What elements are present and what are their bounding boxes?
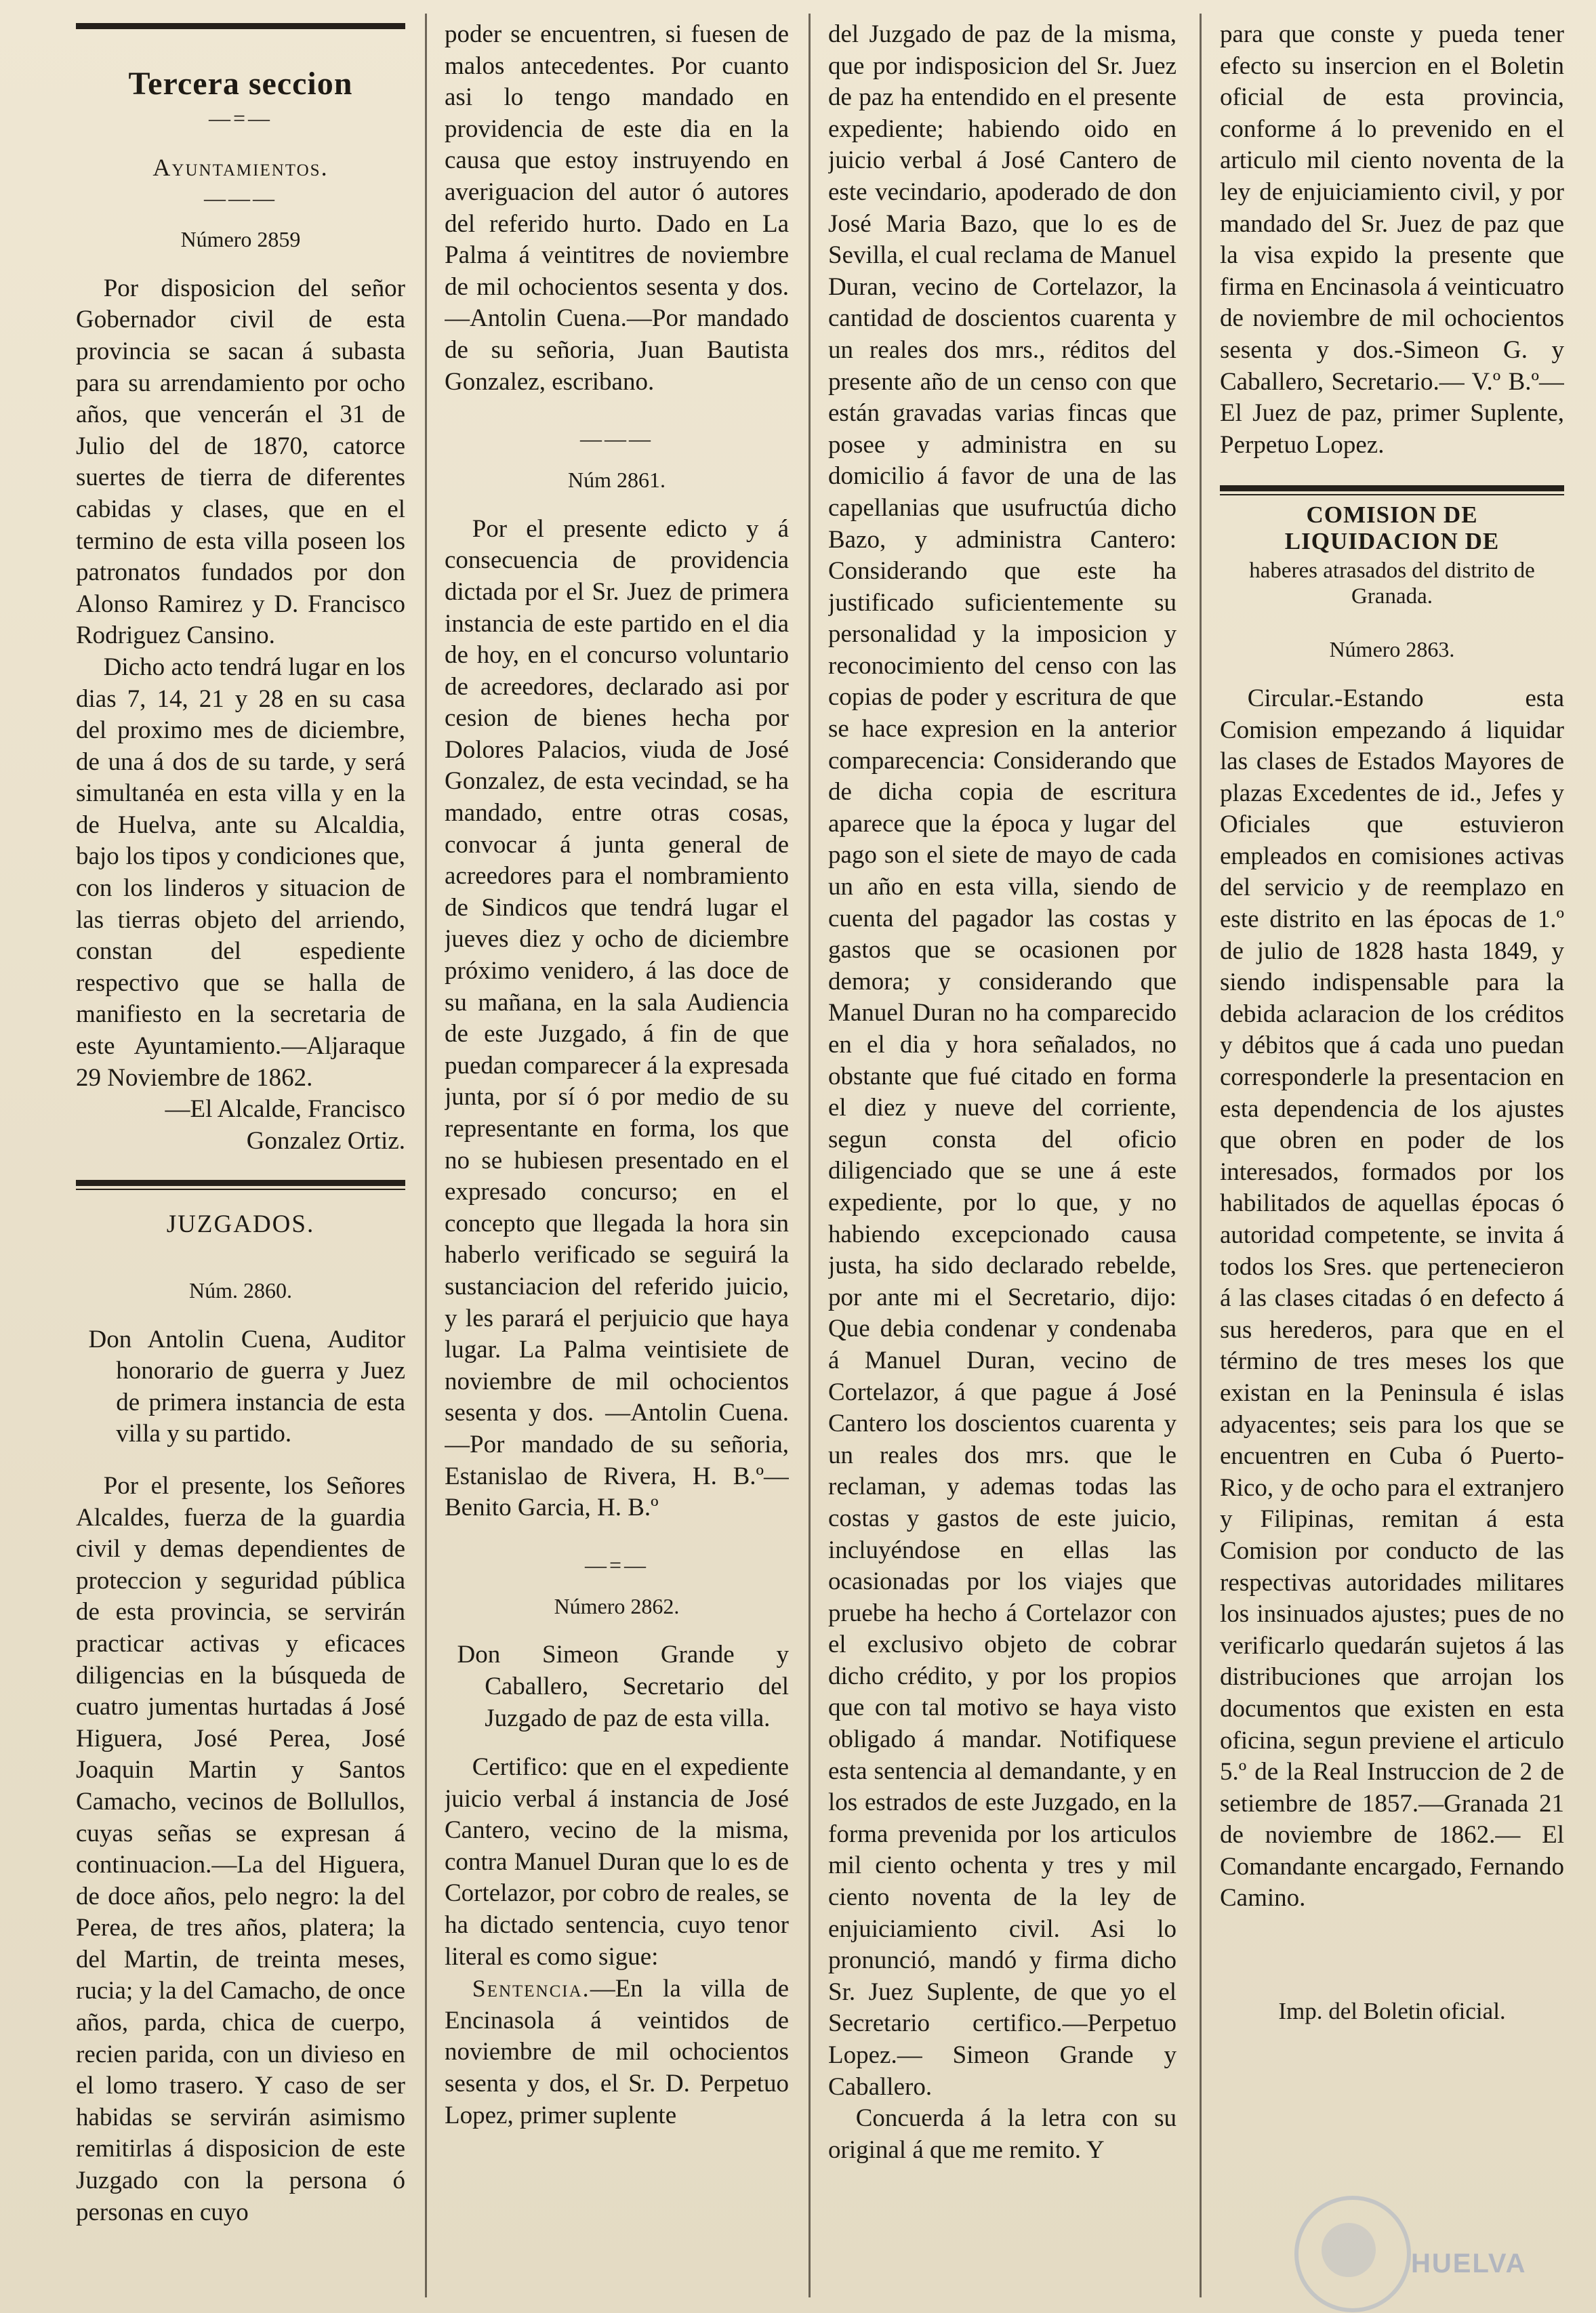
paragraph: Por el presente edicto y á consecuencia de providencia dictada por el Sr. Juez de primera instancia de este partido en el dia de hoy, en el concurso voluntario de acreedores, declarado asi por cesion de bienes hecha por Dolores Palacios, viuda de José Gonzalez, de esta vecindad, se ha mandado, entre otras cosas, convocar á junta general de acreedores para el nombramiento de Sindicos que tendrá lugar el jueves diez y ocho de diciembre próximo venidero, á las doce de su mañana, en la sala Audiencia de este Juzgado, á fin de que puedan comparecer á la expresada junta, por sí ó por medio de su representante en forma, los que no se hubiesen presentado en el expresado concurso; en el concepto que llegada la hora sin haberlo verificado se seguirá la sustanciacion del referido juicio, y les parará el perjuicio que haya lugar. La Palma veintisiete de noviembre de mil ochocientos sesenta y dos. —Antolin Cuena.—Por mandado de su señoria, Estanislao de Rivera, H. B.º—Benito Garcia, H. B.º [445,514,789,1522]
column-3 [828,19,1176,2296]
number-2862: Número 2862. [554,1593,680,1618]
comision-heading: COMISION DE LIQUIDACION DE [1284,502,1500,555]
number-2859: Número 2859 [180,227,301,252]
section-title: Tercera seccion [128,66,353,102]
huelva-watermark: HUELVA [1411,2249,1527,2278]
column-rule [425,14,427,2297]
circular-label: Circular. [1247,684,1335,712]
juzgados-heading: JUZGADOS. [166,1210,315,1239]
sentencia-label: Sentencia. [472,1975,590,2003]
paragraph: Concuerda á la letra con su original á que me remito. Y [828,2104,1176,2164]
imprint: Imp. del Boletin oficial. [1278,1998,1506,2025]
paragraph: del Juzgado de paz de la misma, que por indisposicion del Sr. Juez de paz ha entendido en el presente expediente; habiendo oido en juicio verbal á José Cantero de este vecindario, apoderado de don José Maria Bazo, que lo es de Sevilla, el cual reclama de Manuel Duran, vecino de Cortelazor, la cantidad de doscientos cuarenta y un reales dos mrs., réditos del presente año de un censo con que están gravadas varias fincas que posee y administra en su domicilio á favor de una de las capellanias que usufructúa dicho Bazo, y administra Cantero: Considerando que este ha justificado suficientemente su personalidad y la imposicion y reconocimiento del censo con las copias de poder y escritura de que se hace expresion en la anterior comparecencia: Considerando que de dicha copia de escritura aparece que la época y lugar del pago son el siete de mayo de cada un año en esta villa, siendo de cuenta del pagador las costas y gastos que se ocasionen por demora; y considerando que Manuel Duran no ha comparecido en el dia y hora señalados, no obstante que fué citado en forma el diez y nueve del corriente, segun consta del oficio diligenciado que se une á este expediente, por lo que, y no habiendo excepcionado causa justa, ha sido declarado rebelde, por ante mi el Secretario, dijo: Que debia condenar y condenaba á Manuel Duran, vecino de Cortelazor, á que pague á José Cantero los doscientos cuarenta y un reales dos mrs. que le reclaman, y ademas todas las costas y gastos de este juicio, incluyéndose en ellas las ocasionadas por los viajes que pruebe ha hecho á Cortelazor con el exclusivo objeto de cobrar dicho crédito, y por los propios que con tal motivo se haya visto obligado á mandar. Notifiquese esta sentencia al demandante, y en los estrados de este Juzgado, en la forma prevenida por los articulos mil ciento ochenta y tres y mil ciento noventa de la ley de enjuiciamiento civil. Asi lo pronunció, mandó y firma dicho Sr. Juez Suplente, de que yo el Secretario certifico.—Perpetuo Lopez.— Simeon Grande y Caballero. [828,20,1176,2101]
top-rule [76,23,405,29]
comision-subheading: haberes atrasados del distrito de Granada. [1249,558,1535,609]
number-2860: Núm. 2860. [189,1278,292,1303]
paragraph: —En la villa de Encinasola á veintidos de noviembre de mil ochocientos sesenta y dos, el Sr. D. Perpetuo Lopez, primer suplente [445,1975,789,2129]
number-2863: Número 2863. [1329,637,1455,662]
section-rule [76,1180,405,1186]
column-1 [76,19,405,2296]
paragraph: Por el presente, los Señores Alcaldes, fuerza de la guardia civil y demas dependientes de proteccion y seguridad pública de esta provincia, se servirán practicar activas y eficaces diligencias en la búsqueda de cuatro jumentas hurtadas á José Higuera, José Perea, José Joaquin Martin y Santos Camacho, vecinos de Bollullos, cuyas señas se expresan á continuacion.—La del Higuera, de doce años, pelo negro: la del Perea, de tres años, platera; la del Martin, de treinta meses, rucia; y la del Camacho, de once años, parda, chica de cuerpo, recien parida, con un divieso en el lomo trasero. Y caso de ser habidas se servirán asimismo remitirlas á disposicion de este Juzgado con la persona ó personas en cuyo [76,1471,405,2226]
paragraph: poder se encuentren, si fuesen de malos antecedentes. Por cuanto asi lo tengo mandado en providencia de este dia en la causa que estoy instruyendo en averiguacion del autor ó autores del referido hurto. Dado en La Palma á veintitres de noviembre de mil ochocientos sesenta y dos. —Antolin Cuena.—Por mandado de su señoria, Juan Bautista Gonzalez, escribano. [445,20,789,396]
paragraph-header: Don Simeon Grande y Caballero, Secretario del Juzgado de paz de esta villa. [457,1641,789,1732]
ornament: ——— [580,426,653,451]
column-rule [809,14,811,2297]
column-4 [1220,19,1564,2296]
library-seal-center [1322,2223,1376,2277]
ornament: —=— [584,1552,649,1577]
ayuntamientos-heading: Ayuntamientos. [152,153,329,181]
section-rule-thin [1220,494,1564,495]
ornament: —=— [208,105,273,130]
section-rule [1220,485,1564,491]
paragraph-header: Don Antolin Cuena, Auditor honorario de guerra y Juez de primera instancia de esta villa y su partido. [88,1325,405,1448]
column-rule [1200,14,1202,2297]
column-2 [445,19,789,2296]
section-rule-thin [76,1189,405,1190]
paragraph: Por disposicion del señor Gobernador civil de esta provincia se sacan á subasta para su arrendamiento por ocho años, que vencerán el 31 de Julio del de 1870, catorce suertes de tierra de diferentes cabidas y clases, que en el termino de esta villa poseen los patronatos fundados por don Alonso Ramirez y D. Francisco Rodriguez Cansino. [76,274,405,650]
signature: —El Alcalde, Francisco Gonzalez Ortiz. [165,1095,405,1155]
paragraph: Certifico: que en el expediente juicio verbal á instancia de José Cantero, vecino de la misma, contra Manuel Duran que lo es de Cortelazor, por cobro de reales, se ha dictado sentencia, cuyo tenor literal es como sigue: [445,1753,789,1971]
paragraph: -Estando esta Comision empezando á liquidar las clases de Estados Mayores de plazas Excedentes de id., Jefes y Oficiales que estuvieron empleados en comisiones activas del servicio y de reemplazo en este distrito en las épocas de 1.º de julio de 1828 hasta 1849, y siendo indispensable para la debida aclaracion de los créditos y débitos que á cada uno puedan corresponderle la presentacion en esta dependencia de los ajustes que obren en poder de los interesados, formados por los habilitados de aquellas épocas ó autoridad competente, se invita á todos los Sres. que pertenecieron á las clases citadas ó en defecto á sus herederos, para que en el término de tres meses los que existan en la Peninsula é islas adyacentes; seis para los que se encuentren en Cuba ó Puerto-Rico, y de ocho para el extranjero y Filipinas, remitan á esta Comision por conducto de las respectivas autoridades militares los insinuados ajustes; pues de no verificarlo quedarán sujetos á las distribuciones que arrojan los documentos que existen en esta oficina, segun previene el articulo 5.º de la Real Instruccion de 2 de setiembre de 1857.—Granada 21 de noviembre de 1862.— El Comandante encargado, Fernando Camino. [1220,684,1564,1912]
ornament: ——— [204,186,277,211]
number-2861: Núm 2861. [568,468,666,493]
paragraph: Dicho acto tendrá lugar en los dias 7, 14, 21 y 28 en su casa del proximo mes de diciembre, de una á dos de su tarde, y será simultanéa en esta villa y en la de Huelva, ante su Alcaldia, bajo los tipos y condiciones que, con los linderos y situacion de las tierras objeto del arriendo, constan del espediente respectivo que se halla de manifiesto en la secretaria de este Ayuntamiento.—Aljaraque 29 Noviembre de 1862. [76,653,405,1092]
paragraph: para que conste y pueda tener efecto su insercion en el Boletin oficial de esta provincia, conforme á lo prevenido en el articulo mil ciento noventa de la ley de enjuiciamiento civil, y por mandado del Sr. Juez de paz que la visa expido la presente que firma en Encinasola á veinticuatro de noviembre de mil ochocientos sesenta y dos.-Simeon G. y Caballero, Secretario.— V.º B.º—El Juez de paz, primer Suplente, Perpetuo Lopez. [1220,20,1564,459]
